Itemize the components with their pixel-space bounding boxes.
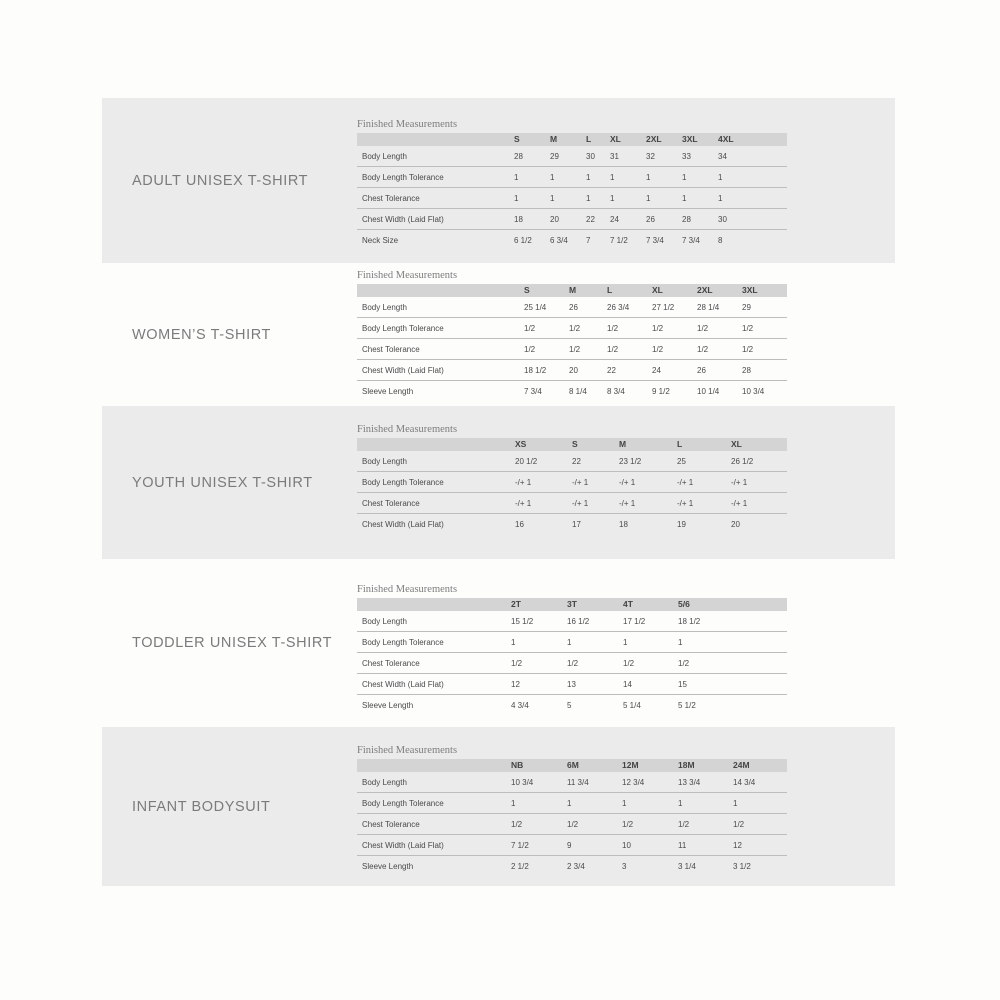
table-caption: Finished Measurements: [357, 270, 458, 281]
cell: 1: [733, 793, 787, 814]
cell: 1: [586, 167, 610, 188]
cell: 1/2: [742, 339, 787, 360]
cell: 1/2: [511, 653, 567, 674]
cell: 1: [550, 188, 586, 209]
youth-unisex-section: [102, 406, 895, 559]
cell: 2 3/4: [567, 861, 585, 871]
cell: 30: [586, 146, 610, 167]
cell: 1/2: [623, 653, 678, 674]
table-row: [357, 146, 787, 167]
size-table: [357, 284, 787, 401]
cell: 12 3/4: [622, 772, 678, 793]
cell: 1: [682, 188, 718, 209]
cell: 1/2: [652, 318, 697, 339]
cell: 1/2: [622, 814, 678, 835]
cell: 1: [682, 167, 718, 188]
cell: 1/2: [524, 318, 569, 339]
size-header-row: [357, 598, 787, 611]
cell: 14: [623, 674, 678, 695]
table-row: [357, 514, 787, 535]
cell: 14 3/4: [733, 772, 787, 793]
table-caption: Finished Measurements: [357, 119, 458, 130]
row-label: Body Length: [357, 611, 511, 632]
cell: 1: [623, 632, 678, 653]
table-row: [357, 451, 787, 472]
table-row: [357, 339, 787, 360]
cell: 8 3/4: [607, 386, 625, 396]
cell: 1: [646, 188, 682, 209]
size-header-row: [357, 284, 787, 297]
size-label: XS: [515, 439, 527, 449]
size-header-row: [357, 438, 787, 451]
cell: 9: [567, 835, 622, 856]
row-label: Chest Tolerance: [357, 339, 524, 360]
row-label: Sleeve Length: [362, 861, 414, 871]
cell: 18: [619, 519, 628, 529]
cell: 15: [678, 674, 787, 695]
cell: -/+ 1: [572, 493, 619, 514]
table-row: [357, 653, 787, 674]
cell: 1/2: [607, 339, 652, 360]
cell: 1/2: [652, 339, 697, 360]
size-label: 18M: [678, 760, 695, 770]
cell: 7 3/4: [682, 235, 700, 245]
cell: 26 1/2: [731, 451, 787, 472]
table-row: [357, 167, 787, 188]
row-label: Sleeve Length: [362, 386, 414, 396]
cell: 4 3/4: [511, 700, 529, 710]
cell: 3 1/4: [678, 861, 696, 871]
cell: 33: [682, 146, 718, 167]
adult-unisex-section: [102, 98, 895, 263]
cell: -/+ 1: [731, 472, 787, 493]
cell: 12: [733, 835, 787, 856]
cell: 11 3/4: [567, 772, 622, 793]
cell: 1/2: [567, 814, 622, 835]
section-title: WOMEN’S T-SHIRT: [132, 326, 271, 343]
table-row: [357, 793, 787, 814]
section-title: TODDLER UNISEX T-SHIRT: [132, 635, 333, 651]
cell: -/+ 1: [515, 493, 572, 514]
cell: 1/2: [678, 814, 733, 835]
row-label: Chest Width (Laid Flat): [357, 674, 511, 695]
size-label: 24M: [733, 760, 750, 770]
cell: 30: [718, 209, 787, 230]
cell: -/+ 1: [619, 472, 677, 493]
row-label: Chest Tolerance: [357, 188, 514, 209]
size-header-row: [357, 759, 787, 772]
size-label: 5/6: [678, 599, 690, 609]
cell: 29: [742, 297, 787, 318]
table-row: [357, 674, 787, 695]
cell: 20 1/2: [515, 451, 572, 472]
row-label: Body Length: [357, 297, 524, 318]
cell: 18 1/2: [678, 611, 787, 632]
cell: 7 3/4: [524, 386, 542, 396]
cell: 1/2: [697, 339, 742, 360]
cell: 1: [511, 793, 567, 814]
size-table: [357, 133, 787, 250]
row-label: Chest Tolerance: [357, 814, 511, 835]
cell: 1/2: [733, 814, 787, 835]
size-label: S: [524, 285, 530, 295]
cell: 24: [652, 360, 697, 381]
cell: 11: [678, 835, 733, 856]
row-label: Body Length: [357, 146, 514, 167]
cell: 20: [569, 360, 607, 381]
row-label: Body Length: [357, 451, 515, 472]
table-row: [357, 472, 787, 493]
table-row: [357, 381, 787, 402]
cell: 2 1/2: [511, 861, 529, 871]
cell: 1/2: [569, 339, 607, 360]
row-label: Chest Tolerance: [357, 653, 511, 674]
row-label: Chest Width (Laid Flat): [357, 360, 524, 381]
cell: 20: [550, 209, 586, 230]
table-caption: Finished Measurements: [357, 424, 458, 435]
row-label: Chest Width (Laid Flat): [357, 209, 514, 230]
cell: 13: [567, 674, 623, 695]
section-title: INFANT BODYSUIT: [132, 798, 271, 815]
cell: 1: [567, 793, 622, 814]
size-label: 3XL: [742, 285, 758, 295]
cell: 10: [622, 835, 678, 856]
cell: 1: [646, 167, 682, 188]
cell: 12: [511, 674, 567, 695]
cell: 1/2: [742, 318, 787, 339]
cell: 1: [586, 188, 610, 209]
cell: 9 1/2: [652, 386, 670, 396]
cell: 20: [731, 519, 740, 529]
table-row: [357, 188, 787, 209]
cell: 18 1/2: [524, 360, 569, 381]
cell: 3 1/2: [733, 861, 751, 871]
row-label: Body Length: [357, 772, 511, 793]
size-label: XL: [610, 134, 621, 144]
section-title: YOUTH UNISEX T-SHIRT: [132, 474, 313, 491]
size-label: M: [619, 439, 627, 449]
row-label: Body Length Tolerance: [357, 472, 515, 493]
row-label: Neck Size: [362, 235, 399, 245]
cell: 1/2: [697, 318, 742, 339]
cell: -/+ 1: [619, 493, 677, 514]
size-table: [357, 438, 787, 534]
measurements-block: [357, 583, 787, 715]
cell: 1: [567, 632, 623, 653]
cell: 26: [646, 209, 682, 230]
cell: -/+ 1: [731, 493, 787, 514]
row-label: Chest Width (Laid Flat): [357, 835, 511, 856]
cell: 28 1/4: [697, 297, 742, 318]
row-label: Body Length Tolerance: [357, 632, 511, 653]
cell: 7 1/2: [610, 235, 628, 245]
cell: 6 1/2: [514, 235, 532, 245]
cell: -/+ 1: [677, 493, 731, 514]
size-label: L: [586, 134, 592, 144]
measurements-block: [357, 269, 787, 401]
cell: 5 1/4: [623, 700, 641, 710]
table-row: [357, 230, 787, 251]
cell: 29: [550, 146, 586, 167]
row-label: Chest Width (Laid Flat): [362, 519, 444, 529]
size-label: 3T: [567, 599, 577, 609]
table-row: [357, 360, 787, 381]
cell: 1: [610, 167, 646, 188]
table-row: [357, 611, 787, 632]
table-row: [357, 835, 787, 856]
size-label: 3XL: [682, 134, 698, 144]
cell: 34: [718, 146, 787, 167]
cell: 1/2: [567, 653, 623, 674]
size-label: 2XL: [646, 134, 662, 144]
header-blank: [357, 438, 515, 451]
section-title: ADULT UNISEX T-SHIRT: [132, 172, 309, 189]
table-row: [357, 814, 787, 835]
size-label: 2T: [511, 599, 521, 609]
size-label: XL: [731, 439, 742, 449]
cell: 10 3/4: [742, 386, 765, 396]
cell: 22: [586, 209, 610, 230]
table-caption: Finished Measurements: [357, 745, 458, 756]
size-label: 4XL: [718, 134, 734, 144]
toddler-unisex-section: [102, 559, 895, 727]
cell: 16: [515, 519, 524, 529]
cell: 1: [718, 167, 787, 188]
table-row: [357, 209, 787, 230]
size-label: S: [572, 439, 578, 449]
cell: 25: [677, 451, 731, 472]
cell: 26: [569, 297, 607, 318]
size-label: S: [514, 134, 520, 144]
table-row: [357, 695, 787, 716]
table-caption: Finished Measurements: [357, 584, 458, 595]
measurements-block: [357, 423, 787, 534]
size-label: 2XL: [697, 285, 713, 295]
cell: 1/2: [511, 814, 567, 835]
cell: 19: [677, 519, 686, 529]
table-row: [357, 297, 787, 318]
cell: 1: [718, 188, 787, 209]
cell: 28: [682, 209, 718, 230]
cell: 16 1/2: [567, 611, 623, 632]
cell: -/+ 1: [515, 472, 572, 493]
row-label: Chest Tolerance: [357, 493, 515, 514]
cell: -/+ 1: [677, 472, 731, 493]
table-row: [357, 318, 787, 339]
cell: 13 3/4: [678, 772, 733, 793]
measurements-block: [357, 744, 787, 876]
size-label: 12M: [622, 760, 639, 770]
size-label: 6M: [567, 760, 579, 770]
infant-bodysuit-section: [102, 727, 895, 886]
row-label: Body Length Tolerance: [357, 318, 524, 339]
table-row: [357, 772, 787, 793]
cell: 27 1/2: [652, 297, 697, 318]
size-label: XL: [652, 285, 663, 295]
header-blank: [357, 598, 511, 611]
cell: 28: [514, 146, 550, 167]
cell: 7 1/2: [511, 835, 567, 856]
size-label: NB: [511, 760, 524, 770]
cell: 1/2: [678, 653, 787, 674]
size-header-row: [357, 133, 787, 146]
cell: 1: [678, 793, 733, 814]
cell: 17: [572, 519, 581, 529]
size-label: L: [607, 285, 613, 295]
cell: 22: [572, 451, 619, 472]
cell: 25 1/4: [524, 297, 569, 318]
cell: 1: [511, 632, 567, 653]
cell: -/+ 1: [572, 472, 619, 493]
cell: 5: [567, 700, 572, 710]
cell: 10 1/4: [697, 386, 720, 396]
table-row: [357, 856, 787, 877]
cell: 1: [622, 793, 678, 814]
cell: 1: [610, 188, 646, 209]
cell: 3: [622, 861, 627, 871]
row-label: Sleeve Length: [362, 700, 414, 710]
cell: 32: [646, 146, 682, 167]
size-label: L: [677, 439, 683, 449]
size-table: [357, 759, 787, 876]
size-label: M: [569, 285, 577, 295]
cell: 1: [678, 632, 787, 653]
womens-section: [102, 263, 895, 406]
table-row: [357, 493, 787, 514]
header-blank: [357, 284, 524, 297]
size-label: M: [550, 134, 558, 144]
header-blank: [357, 759, 511, 772]
cell: 17 1/2: [623, 611, 678, 632]
cell: 28: [742, 360, 787, 381]
cell: 1: [550, 167, 586, 188]
cell: 8: [718, 235, 723, 245]
row-label: Body Length Tolerance: [357, 793, 511, 814]
cell: 7 3/4: [646, 235, 664, 245]
cell: 23 1/2: [619, 451, 677, 472]
cell: 26 3/4: [607, 297, 652, 318]
cell: 7: [586, 235, 591, 245]
cell: 6 3/4: [550, 235, 568, 245]
row-label: Body Length Tolerance: [357, 167, 514, 188]
header-blank: [357, 133, 514, 146]
cell: 26: [697, 360, 742, 381]
cell: 8 1/4: [569, 386, 587, 396]
cell: 1/2: [607, 318, 652, 339]
size-table: [357, 598, 787, 715]
cell: 5 1/2: [678, 700, 696, 710]
cell: 1: [514, 167, 550, 188]
table-row: [357, 632, 787, 653]
cell: 18: [514, 209, 550, 230]
cell: 1/2: [569, 318, 607, 339]
cell: 22: [607, 360, 652, 381]
cell: 10 3/4: [511, 772, 567, 793]
cell: 15 1/2: [511, 611, 567, 632]
cell: 1/2: [524, 339, 569, 360]
cell: 24: [610, 209, 646, 230]
cell: 31: [610, 146, 646, 167]
measurements-block: [357, 118, 787, 250]
cell: 1: [514, 188, 550, 209]
size-label: 4T: [623, 599, 633, 609]
